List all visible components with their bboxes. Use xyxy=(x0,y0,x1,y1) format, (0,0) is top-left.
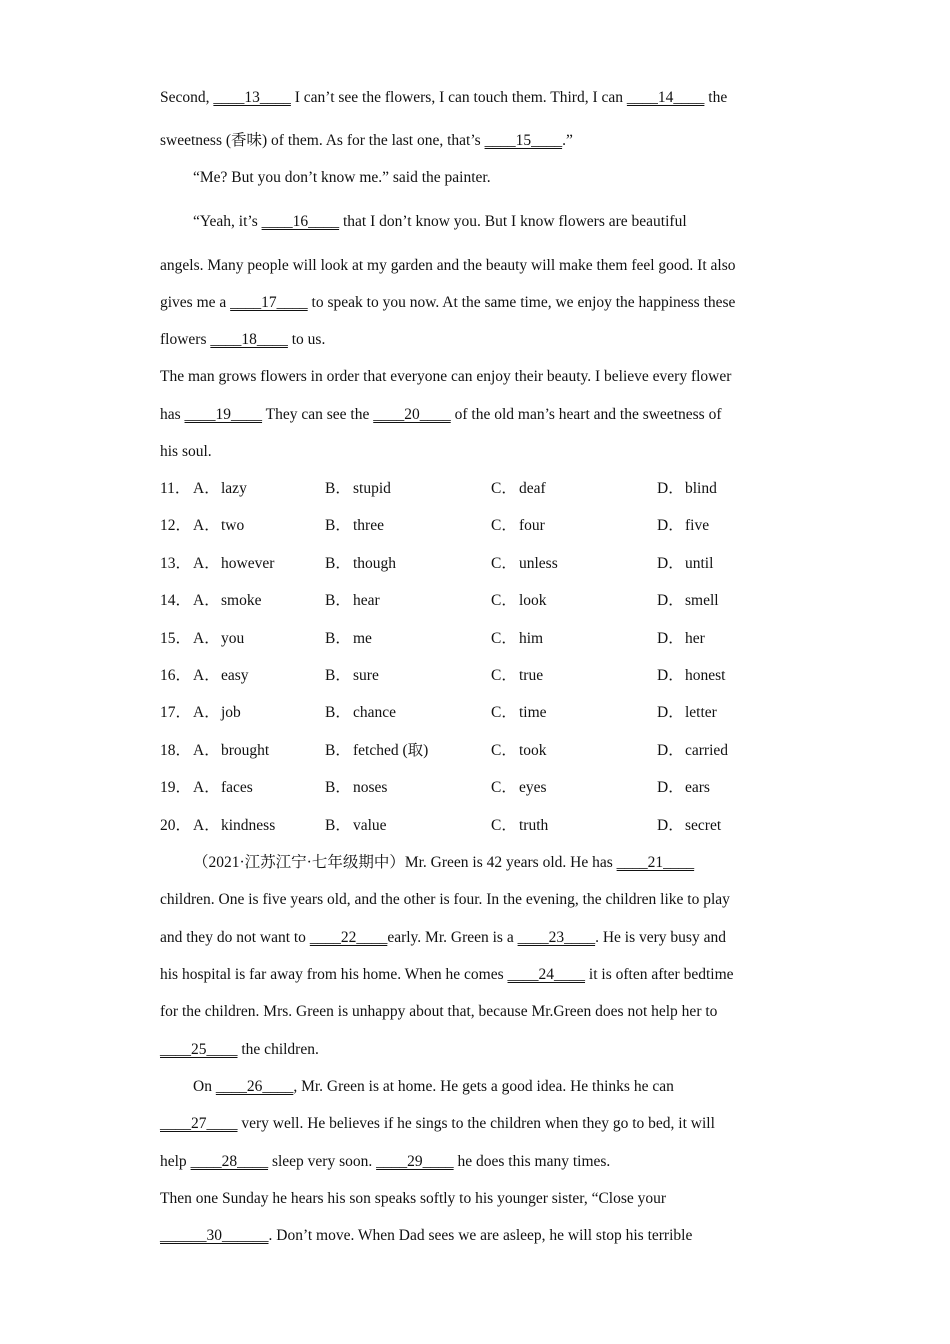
option-letter: C． xyxy=(491,480,517,497)
question-number: 15． xyxy=(160,630,192,647)
option-letter: A． xyxy=(193,779,220,796)
option-text: hear xyxy=(353,592,380,609)
option-d xyxy=(657,666,725,686)
option-b xyxy=(325,666,379,686)
blank-28: ____28____ xyxy=(190,1153,269,1170)
option-d xyxy=(657,516,709,536)
blank-13: ____13____ xyxy=(213,89,291,106)
option-letter: A． xyxy=(193,704,220,721)
passage2-line-4: his hospital is far away from his home. When he comes ____24____ it is often after bedtime xyxy=(160,966,734,983)
passage1-line-9: has ____19____ They can see the ____20____ of the old man’s heart and the sweetness of xyxy=(160,406,722,423)
option-text: him xyxy=(519,630,544,647)
option-letter: A． xyxy=(193,480,220,497)
option-text: look xyxy=(519,592,547,609)
blank-14: ____14____ xyxy=(626,89,705,106)
option-a xyxy=(193,816,275,836)
option-row xyxy=(160,479,800,499)
question-number: 14． xyxy=(160,592,192,609)
option-letter: C． xyxy=(491,779,517,796)
passage1-line-1: Second, ____13____ I can’t see the flowers, I can touch them. Third, I can ____14____ the xyxy=(160,89,728,106)
option-letter: B． xyxy=(325,592,351,609)
option-c xyxy=(491,554,558,574)
passage2-line-2: children. One is five years old, and the other is four. In the evening, the children like to play xyxy=(160,891,730,908)
option-a xyxy=(193,554,274,574)
passage2-line-11: ______30______. Don’t move. When Dad sees we are asleep, he will stop his terrible xyxy=(160,1227,693,1244)
option-letter: D． xyxy=(657,630,684,647)
option-letter: A． xyxy=(193,592,220,609)
blank-16: ____16____ xyxy=(261,213,340,230)
option-b xyxy=(325,741,428,761)
option-text: job xyxy=(221,704,241,721)
option-text: blind xyxy=(685,480,717,497)
option-a xyxy=(193,666,249,686)
passage1-line-2: sweetness (香味) of them. As for the last one, that’s ____15____.” xyxy=(160,132,573,149)
option-letter: B． xyxy=(325,817,351,834)
option-text: chance xyxy=(353,704,397,721)
option-b xyxy=(325,591,380,611)
option-b xyxy=(325,778,387,798)
option-letter: A． xyxy=(193,667,220,684)
blank-20: ____20____ xyxy=(373,406,451,423)
blank-18: ____18____ xyxy=(210,331,288,348)
option-letter: C． xyxy=(491,742,517,759)
option-letter: B． xyxy=(325,742,351,759)
question-number: 17． xyxy=(160,704,192,721)
option-b xyxy=(325,516,384,536)
option-letter: B． xyxy=(325,667,351,684)
option-c xyxy=(491,629,543,649)
option-letter: D． xyxy=(657,555,684,572)
option-letter: C． xyxy=(491,517,517,534)
option-text: smell xyxy=(685,592,719,609)
option-d xyxy=(657,554,713,574)
option-text: three xyxy=(353,517,384,534)
option-b xyxy=(325,703,396,723)
passage2-line-8: ____27____ very well. He believes if he sings to the children when they go to bed, it will xyxy=(160,1115,715,1132)
option-text: smoke xyxy=(221,592,262,609)
option-letter: A． xyxy=(193,517,220,534)
option-c xyxy=(491,703,547,723)
option-row xyxy=(160,703,800,723)
option-row xyxy=(160,516,800,536)
passage2-line-5: for the children. Mrs. Green is unhappy about that, because Mr.Green does not help her to xyxy=(160,1003,718,1020)
option-text: fetched (取) xyxy=(353,742,429,759)
option-text: noses xyxy=(353,779,388,796)
blank-17: ____17____ xyxy=(230,294,308,311)
option-text: kindness xyxy=(221,817,276,834)
option-b xyxy=(325,629,372,649)
option-text: unless xyxy=(519,555,558,572)
question-number: 18． xyxy=(160,742,192,759)
option-text: four xyxy=(519,517,545,534)
option-letter: A． xyxy=(193,555,220,572)
option-text: honest xyxy=(685,667,726,684)
option-a xyxy=(193,479,247,499)
option-d xyxy=(657,778,710,798)
option-text: took xyxy=(519,742,547,759)
option-text: stupid xyxy=(353,480,391,497)
option-text: two xyxy=(221,517,245,534)
option-d xyxy=(657,479,717,499)
option-text: ears xyxy=(685,779,710,796)
blank-21: ____21____ xyxy=(616,854,695,871)
passage1-line-3: “Me? But you don’t know me.” said the painter. xyxy=(193,169,491,186)
option-b xyxy=(325,554,396,574)
question-number: 20． xyxy=(160,817,192,834)
passage1-line-7: flowers ____18____ to us. xyxy=(160,331,326,348)
option-text: though xyxy=(353,555,397,572)
option-letter: D． xyxy=(657,704,684,721)
option-text: true xyxy=(519,667,544,684)
option-text: five xyxy=(685,517,710,534)
option-row xyxy=(160,666,800,686)
option-text: secret xyxy=(685,817,722,834)
option-a xyxy=(193,703,241,723)
option-text: deaf xyxy=(519,480,546,497)
option-text: until xyxy=(685,555,714,572)
question-number: 16． xyxy=(160,667,192,684)
option-letter: D． xyxy=(657,817,684,834)
option-text: brought xyxy=(221,742,270,759)
option-letter: C． xyxy=(491,630,517,647)
option-c xyxy=(491,591,547,611)
option-text: time xyxy=(519,704,547,721)
option-letter: A． xyxy=(193,817,220,834)
option-letter: D． xyxy=(657,480,684,497)
question-number: 19． xyxy=(160,779,192,796)
option-letter: C． xyxy=(491,817,517,834)
option-text: faces xyxy=(221,779,253,796)
blank-26: ____26____ xyxy=(215,1078,294,1095)
blank-24: ____24____ xyxy=(507,966,586,983)
blank-23: ____23____ xyxy=(517,929,596,946)
option-a xyxy=(193,591,261,611)
passage1-line-5: angels. Many people will look at my garden and the beauty will make them feel good. It also xyxy=(160,257,736,274)
option-a xyxy=(193,516,244,536)
option-text: value xyxy=(353,817,387,834)
option-letter: A． xyxy=(193,742,220,759)
passage1-line-6: gives me a ____17____ to speak to you now. At the same time, we enjoy the happiness these xyxy=(160,294,736,311)
question-number: 13． xyxy=(160,555,192,572)
option-text: me xyxy=(353,630,372,647)
option-d xyxy=(657,816,721,836)
option-d xyxy=(657,591,719,611)
option-letter: B． xyxy=(325,779,351,796)
option-text: eyes xyxy=(519,779,547,796)
option-c xyxy=(491,778,547,798)
option-row xyxy=(160,554,800,574)
option-letter: B． xyxy=(325,704,351,721)
option-letter: C． xyxy=(491,592,517,609)
option-letter: B． xyxy=(325,555,351,572)
option-a xyxy=(193,741,269,761)
option-letter: C． xyxy=(491,667,517,684)
option-c xyxy=(491,479,546,499)
option-letter: B． xyxy=(325,517,351,534)
option-letter: D． xyxy=(657,779,684,796)
passage1-line-10: his soul. xyxy=(160,443,212,460)
option-d xyxy=(657,703,717,723)
passage1-line-8: The man grows flowers in order that everyone can enjoy their beauty. I believe every flower xyxy=(160,368,732,385)
passage1-line-4: “Yeah, it’s ____16____ that I don’t know you. But I know flowers are beautiful xyxy=(193,213,687,230)
option-text: letter xyxy=(685,704,717,721)
option-a xyxy=(193,778,253,798)
option-letter: B． xyxy=(325,630,351,647)
blank-25: ____25____ xyxy=(160,1041,238,1058)
option-text: you xyxy=(221,630,245,647)
blank-29: ____29____ xyxy=(376,1153,454,1170)
blank-22: ____22____ xyxy=(309,929,388,946)
option-text: lazy xyxy=(221,480,247,497)
passage2-line-9: help ____28____ sleep very soon. ____29____ he does this many times. xyxy=(160,1153,611,1170)
option-row xyxy=(160,741,800,761)
option-b xyxy=(325,479,391,499)
option-row xyxy=(160,816,800,836)
question-number: 12． xyxy=(160,517,192,534)
passage2-line-10: Then one Sunday he hears his son speaks softly to his younger sister, “Close your xyxy=(160,1190,667,1207)
option-text: her xyxy=(685,630,705,647)
option-c xyxy=(491,516,545,536)
option-text: carried xyxy=(685,742,729,759)
option-c xyxy=(491,816,548,836)
passage2-line-6: ____25____ the children. xyxy=(160,1041,319,1058)
option-letter: A． xyxy=(193,630,220,647)
option-letter: D． xyxy=(657,667,684,684)
option-letter: C． xyxy=(491,555,517,572)
option-letter: B． xyxy=(325,480,351,497)
blank-19: ____19____ xyxy=(184,406,263,423)
option-row xyxy=(160,778,800,798)
option-text: easy xyxy=(221,667,249,684)
option-d xyxy=(657,741,728,761)
option-d xyxy=(657,629,705,649)
option-c xyxy=(491,666,543,686)
option-b xyxy=(325,816,387,836)
question-number: 11． xyxy=(160,480,191,497)
blank-15: ____15____ xyxy=(484,132,563,149)
option-letter: D． xyxy=(657,592,684,609)
blank-30: ______30______ xyxy=(160,1227,269,1244)
option-row xyxy=(160,629,800,649)
option-letter: C． xyxy=(491,704,517,721)
option-c xyxy=(491,741,547,761)
option-letter: D． xyxy=(657,517,684,534)
passage2-line-1: （2021·江苏江宁·七年级期中）Mr. Green is 42 years old. He has ____21____ xyxy=(193,854,695,871)
option-a xyxy=(193,629,244,649)
passage2-line-3: and they do not want to ____22____early. Mr. Green is a ____23____. He is very busy and xyxy=(160,929,726,946)
option-letter: D． xyxy=(657,742,684,759)
blank-27: ____27____ xyxy=(160,1115,238,1132)
option-row xyxy=(160,591,800,611)
option-text: truth xyxy=(519,817,549,834)
option-text: sure xyxy=(353,667,379,684)
passage2-line-7: On ____26____, Mr. Green is at home. He gets a good idea. He thinks he can xyxy=(193,1078,674,1095)
option-text: however xyxy=(221,555,275,572)
